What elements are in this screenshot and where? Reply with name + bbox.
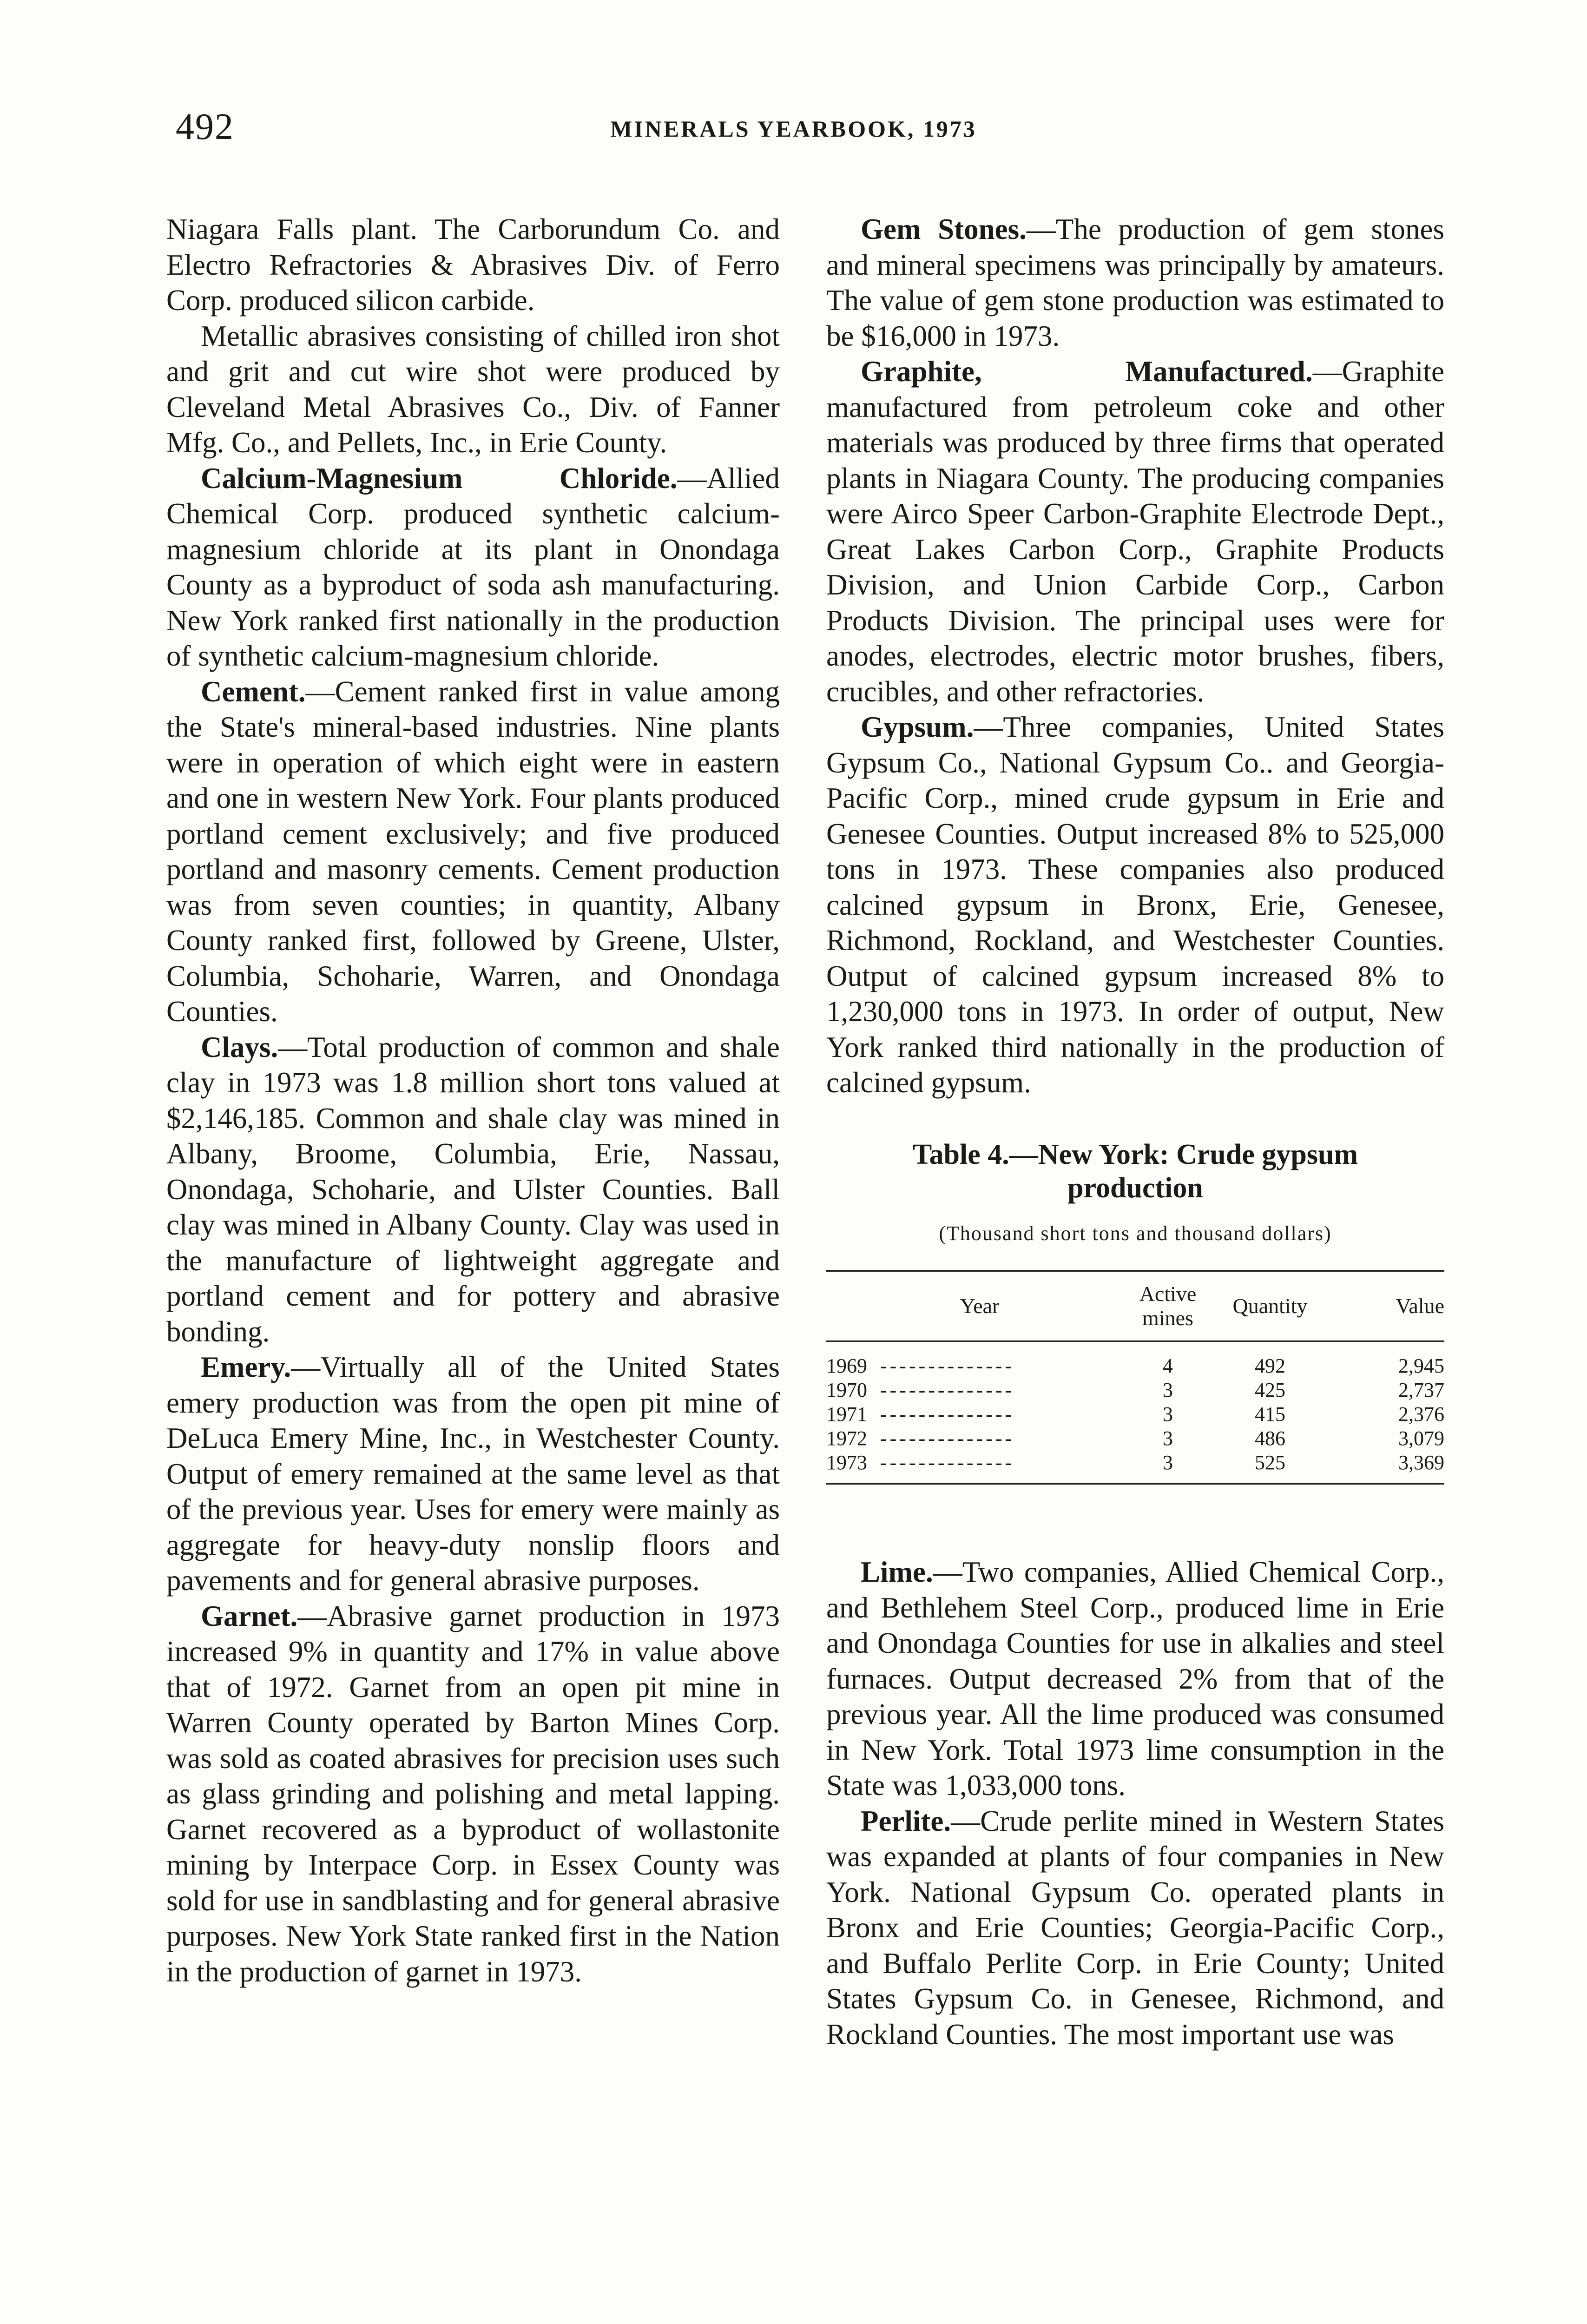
header-value: Value: [1396, 1294, 1444, 1318]
paragraph-text: —Abrasive garnet production in 1973 increased 9% in quantity and 17% in value above that of 1972. Garnet from an open pit mine in Warren County operated by Barton Mines Corp. was sold as coated abrasives for precision uses such as glass grinding and polishing and metal lapping. Garnet recovered as a byproduct of wollastonite mining by Interpace Corp. in Essex County was sold for use in sandblasting and for general abrasive purposes. New York State ranked first in the Nation in the production of garnet in 1973.: [166, 1599, 780, 1988]
paragraph-gem-stones: [826, 211, 1444, 354]
running-title: MINERALS YEARBOOK, 1973: [610, 116, 977, 142]
run-in-heading: Cement.: [201, 675, 306, 708]
paragraph-text: Niagara Falls plant. The Carborundum Co. and Electro Refractories & Abrasives Div. of Ferro Corp. produced silicon carbide.: [166, 213, 780, 317]
table-row: [826, 1426, 1444, 1451]
paragraph-text: —Three companies, United States Gypsum Co., National Gypsum Co.. and Georgia-Pacific Corp., mined crude gypsum in Erie and Genesee Counties. Output increased 8% to 525,000 tons in 1973. These companies also produced calcined gypsum in Bronx, Erie, Genesee, Richmond, Rockland, and Westchester Counties. Output of calcined gypsum increased 8% to 1,230,000 tons in 1973. In order of output, New York ranked third nationally in the production of calcined gypsum.: [826, 711, 1444, 1099]
dot-leader: --------------: [880, 1403, 1015, 1426]
cell-mines: 3: [1163, 1451, 1173, 1474]
run-in-heading: Perlite.: [861, 1804, 951, 1837]
cell-quantity: 425: [1255, 1379, 1285, 1401]
year-value: 1970: [826, 1379, 867, 1401]
paragraph-emery: [166, 1349, 780, 1598]
year-value: 1969: [826, 1354, 867, 1377]
cell-year: [826, 1451, 1133, 1484]
cell-quantity: 415: [1255, 1403, 1285, 1426]
cell-quantity: 486: [1255, 1427, 1285, 1450]
dot-leader: --------------: [880, 1379, 1015, 1401]
paragraph-cement: [166, 674, 780, 1030]
cell-value: 3,079: [1398, 1427, 1444, 1450]
paragraph: [166, 211, 780, 318]
cell-quantity: 492: [1255, 1354, 1285, 1377]
paragraph-text: —Graphite manufactured from petroleum coke and other materials was produced by three firms that operated plants in Niagara County. The producing companies were Airco Speer Carbon-Graphite Electrode Dept., Great Lakes Carbon Corp., Graphite Products Division, and Union Carbide Corp., Carbon Products Division. The principal uses were for anodes, electrodes, electric motor brushes, fibers, crucibles, and other refractories.: [826, 355, 1444, 708]
dot-leader: --------------: [880, 1451, 1015, 1474]
cell-value: 2,945: [1398, 1354, 1444, 1377]
table-subtitle: (Thousand short tons and thousand dollars): [939, 1221, 1332, 1245]
paragraph-text: —Total production of common and shale clay in 1973 was 1.8 million short tons valued at $2,146,185. Common and shale clay was mined in Albany, Broome, Columbia, Erie, Nassau, Onondaga, Schoharie, and Ulster Counties. Ball clay was mined in Albany County. Clay was used in the manufacture of lightweight aggregate and portland cement and for pottery and abrasive bonding.: [166, 1030, 780, 1348]
run-in-heading: Gypsum.: [861, 711, 974, 743]
cell-value: 2,376: [1398, 1403, 1444, 1426]
cell-year: [826, 1378, 1133, 1402]
paragraph-text: Metallic abrasives consisting of chilled iron shot and grit and cut wire shot were produced by Cleveland Metal Abrasives Co., Div. of Fanner Mfg. Co., and Pellets, Inc., in Erie County.: [166, 319, 780, 459]
dot-leader: --------------: [880, 1427, 1015, 1450]
cell-mines: 3: [1163, 1427, 1173, 1450]
left-column: [166, 211, 780, 1989]
table-row: [826, 1378, 1444, 1402]
run-in-heading: Clays.: [201, 1030, 278, 1063]
paragraph-calcium-magnesium: [166, 461, 780, 674]
run-in-heading: Lime.: [861, 1556, 933, 1588]
paragraph-text: —Cement ranked first in value among the State's mineral-based industries. Nine plants were in operation of which eight were in eastern and one in western New York. Four plants produced portland cement exclusively; and five produced portland and masonry cements. Cement production was from seven counties; in quantity, Albany County ranked first, followed by Greene, Ulster, Columbia, Schoharie, Warren, and Onondaga Counties.: [166, 675, 780, 1028]
cell-year: [826, 1341, 1133, 1379]
cell-year: [826, 1402, 1133, 1426]
table-row: [826, 1451, 1444, 1484]
header-quantity: Quantity: [1232, 1294, 1308, 1318]
cell-mines: 4: [1163, 1354, 1173, 1377]
gypsum-table: [826, 1270, 1444, 1485]
dot-leader: --------------: [880, 1354, 1015, 1377]
run-in-heading: Gem Stones.: [861, 213, 1027, 245]
right-column: [826, 211, 1444, 2052]
year-value: 1973: [826, 1451, 867, 1474]
year-value: 1972: [826, 1427, 867, 1450]
cell-value: 3,369: [1398, 1451, 1444, 1474]
table-header-row: [826, 1271, 1444, 1341]
paragraph-text: —Two companies, Allied Chemical Corp., and Bethlehem Steel Corp., produced lime in Erie and Onondaga Counties for use in alkalies and steel furnaces. Output decreased 2% from that of the previous year. All the lime produced was consumed in New York. Total 1973 lime consumption in the State was 1,033,000 tons.: [826, 1556, 1444, 1802]
table-row: [826, 1402, 1444, 1426]
paragraph-clays: [166, 1030, 780, 1350]
run-in-heading: Calcium-Magnesium Chloride.: [201, 462, 678, 495]
paragraph-perlite: [826, 1803, 1444, 2053]
paragraph-graphite: [826, 354, 1444, 709]
cell-value: 2,737: [1398, 1379, 1444, 1401]
paragraph-garnet: [166, 1598, 780, 1990]
cell-quantity: 525: [1255, 1451, 1285, 1474]
year-value: 1971: [826, 1403, 867, 1426]
paragraph-text: —Allied Chemical Corp. produced synthetic calcium-magnesium chloride at its plant in Onondaga County as a byproduct of soda ash manufacturing. New York ranked first nationally in the production of synthetic calcium-magnesium chloride.: [166, 462, 780, 672]
paragraph: [166, 318, 780, 461]
cell-mines: 3: [1163, 1403, 1173, 1426]
run-in-heading: Garnet.: [201, 1599, 298, 1632]
table-row: [826, 1341, 1444, 1379]
run-in-heading: Graphite, Manufactured.: [861, 355, 1313, 388]
paragraph-text: —Virtually all of the United States emery production was from the open pit mine of DeLuca Emery Mine, Inc., in Westchester County. Output of emery remained at the same level as that of the previous year. Uses for emery were mainly as aggregate for heavy-duty nonslip floors and pavements and for general abrasive purposes.: [166, 1351, 780, 1597]
cell-year: [826, 1426, 1133, 1451]
page-number: 492: [176, 106, 234, 147]
paragraph-text: —The production of gem stones and mineral specimens was principally by amateurs. The value of gem stone production was estimated to be $16,000 in 1973.: [826, 213, 1444, 352]
header-active-mines: Active mines: [1139, 1282, 1197, 1330]
table-title: Table 4.—New York: Crude gypsum production: [912, 1138, 1358, 1204]
paragraph-lime: [826, 1554, 1444, 1803]
paragraph-gypsum: [826, 709, 1444, 1101]
gypsum-table-block: [826, 1138, 1444, 1485]
paragraph-text: —Crude perlite mined in Western States was expanded at plants of four companies in New York. National Gypsum Co. operated plants in Bronx and Erie Counties; Georgia-Pacific Corp., and Buffalo Perlite Corp. in Erie County; United States Gypsum Co. in Genesee, Richmond, and Rockland Counties. The most important use was: [826, 1804, 1444, 2051]
cell-mines: 3: [1163, 1379, 1173, 1401]
run-in-heading: Emery.: [201, 1351, 291, 1383]
header-year: Year: [960, 1294, 1000, 1318]
